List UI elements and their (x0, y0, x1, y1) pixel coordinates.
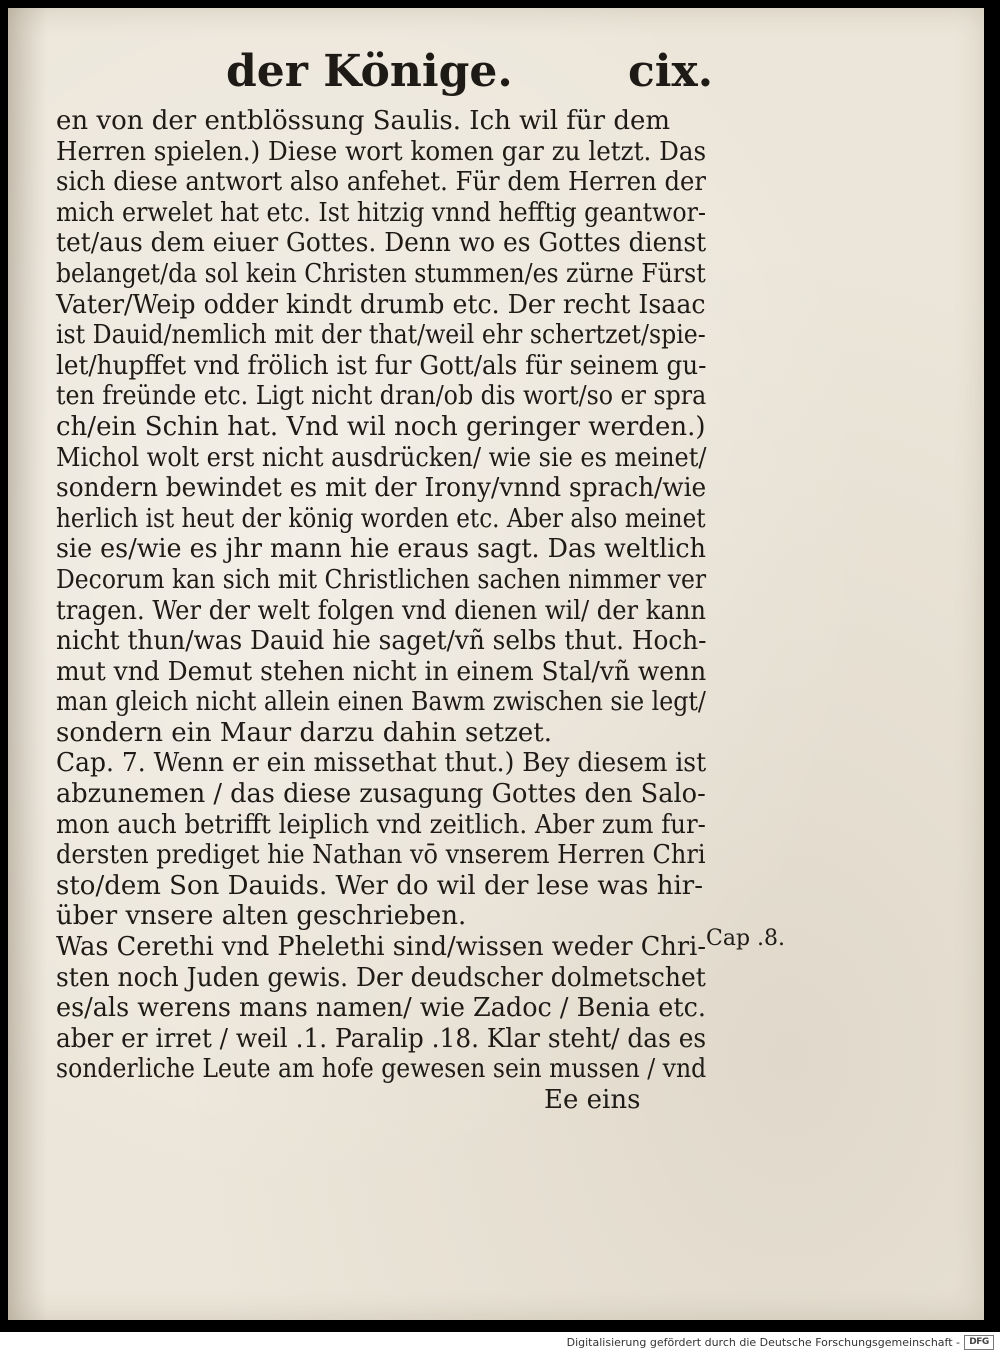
text-line: man gleich nicht allein einen Bawm zwischen sie legt/ (56, 687, 706, 718)
text-line: Herren spielen.) Diese wort komen gar zu letzt. Das (56, 136, 707, 167)
text-line: mon auch betrifft leiplich vnd zeitlich. Aber zum fur- (56, 809, 706, 840)
text-line: Was Cerethi vnd Phelethi sind/wissen weder Chri- (56, 932, 706, 963)
text-line: Vater/Weip odder kindt drumb etc. Der recht Isaac (56, 289, 706, 320)
text-line: let/hupffet vnd frölich ist fur Gott/als für seinem gu- (56, 350, 707, 381)
text-line: Decorum kan sich mit Christlichen sachen nimmer ver (56, 564, 707, 595)
text-line: sondern bewindet es mit der Irony/vnnd sprach/wie (56, 473, 707, 504)
text-line: Cap. 7. Wenn er ein missethat thut.) Bey diesem ist (56, 748, 707, 779)
body-text (56, 106, 706, 1116)
text-line: es/als werens mans namen/ wie Zadoc / Benia etc. (56, 993, 706, 1024)
text-line: ist Dauid/nemlich mit der that/weil ehr schertzet/spie- (56, 320, 706, 351)
text-line: tet/aus dem eiuer Gottes. Denn wo es Gottes dienst (56, 228, 707, 259)
text-line: tragen. Wer der welt folgen vnd dienen wil/ der kann (56, 595, 706, 626)
text-line: über vnsere alten geschrieben. (56, 901, 467, 932)
text-line: aber er irret / weil .1. Paralip .18. Klar steht/ das es (56, 1023, 707, 1054)
dfg-logo-icon: DFG (964, 1335, 994, 1350)
text-line: nicht thun/was Dauid hie saget/vñ selbs thut. Hoch- (56, 626, 707, 657)
text-line: mich erwelet hat etc. Ist hitzig vnnd hefftig geantwor- (56, 197, 706, 228)
text-line: sto/dem Son Dauids. Wer do wil der lese was hir- (56, 870, 704, 901)
margin-note: Cap .8. (706, 926, 786, 951)
text-line: dersten prediget hie Nathan vō vnserem Herren Chri (56, 840, 706, 871)
text-line: sie es/wie es jhr mann hie eraus sagt. Das weltlich (56, 534, 706, 565)
text-line: belanget/da sol kein Christen stummen/es zürne Fürst (56, 258, 706, 289)
footer-credit: Digitalisierung gefördert durch die Deutsche Forschungsgemeinschaft - (566, 1336, 960, 1349)
catchword-line: Ee eins (544, 1085, 641, 1115)
text-line: en von der entblössung Saulis. Ich wil für dem (56, 106, 671, 136)
text-line: ch/ein Schin hat. Vnd wil noch geringer werden.) (56, 411, 706, 442)
running-head: der Könige. (226, 46, 513, 97)
text-line: sondern ein Maur darzu dahin setzet. (56, 717, 552, 748)
gutter-shadow (8, 8, 48, 1320)
text-line: abzunemen / das diese zusagung Gottes den Salo- (56, 779, 706, 810)
text-line: Michol wolt erst nicht ausdrücken/ wie sie es meinet/ (56, 442, 707, 473)
folio-number: cix. (628, 46, 714, 97)
text-line: herlich ist heut der könig worden etc. Aber also meinet (56, 503, 706, 534)
text-line: sten noch Juden gewis. Der deudscher dolmetschet (56, 962, 706, 993)
text-line: ten freünde etc. Ligt nicht dran/ob dis wort/so er spra (56, 381, 707, 412)
text-line: sonderliche Leute am hofe gewesen sein mussen / vnd (56, 1054, 707, 1085)
text-line: sich diese antwort also anfehet. Für dem Herren der (56, 167, 707, 198)
text-line: mut vnd Demut stehen nicht in einem Stal/vñ wenn (56, 656, 707, 687)
